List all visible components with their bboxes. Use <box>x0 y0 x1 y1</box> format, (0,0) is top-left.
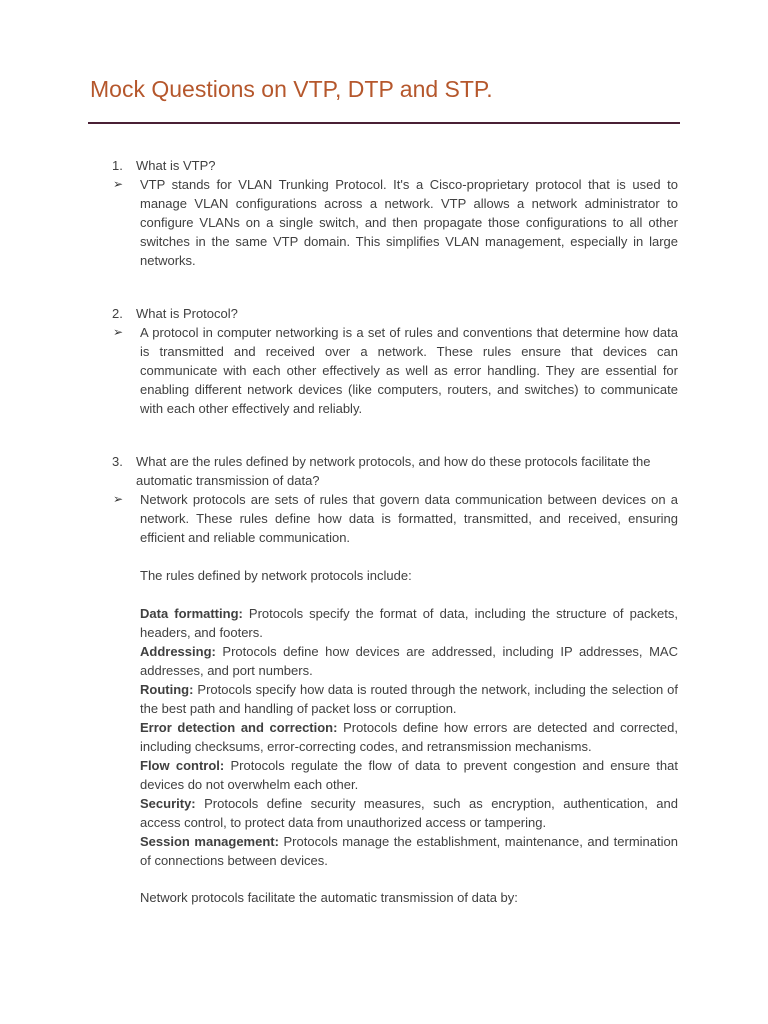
rule-term: Error detection and correction: <box>140 720 338 735</box>
question-number: 3. <box>112 454 123 469</box>
question-number: 2. <box>112 306 123 321</box>
rule-term: Routing: <box>140 682 194 697</box>
question-2 <box>112 304 678 323</box>
rule-item <box>140 756 678 794</box>
answer-2 <box>113 323 678 418</box>
answer-1 <box>113 175 678 270</box>
answer-3 <box>113 490 678 547</box>
answer-text: Network protocols are sets of rules that govern data communication between devices on a network. These rules define how data is formatted, transmitted, and received, ensuring efficient and reliable communication. <box>140 492 678 545</box>
answer-text: A protocol in computer networking is a set of rules and conventions that determine how data is transmitted and received over a network. These rules ensure that devices can communicate with each other effectively as well as error handling. They are essential for enabling different network devices (like computers, routers, and switches) to communicate with each other effectively and reliably. <box>140 325 678 416</box>
arrowhead-bullet-icon: ➢ <box>113 325 124 339</box>
rule-item <box>140 794 678 832</box>
rule-description: Protocols define how errors are detected and corrected, including checksums, error-correcting codes, and retransmission mechanisms. <box>140 720 678 754</box>
question-text: What is VTP? <box>136 158 216 173</box>
rule-description: Protocols specify how data is routed through the network, including the selection of the best path and handling of packet loss or corruption. <box>140 682 678 716</box>
rule-term: Flow control: <box>140 758 225 773</box>
question-number: 1. <box>112 158 123 173</box>
rule-term: Addressing: <box>140 644 216 659</box>
rule-item <box>140 642 678 680</box>
rule-description: Protocols define how devices are addressed, including IP addresses, MAC addresses, and port numbers. <box>140 644 678 678</box>
rule-term: Security: <box>140 796 196 811</box>
arrowhead-bullet-icon: ➢ <box>113 177 124 191</box>
rule-description: Protocols manage the establishment, maintenance, and termination of connections between devices. <box>140 834 678 868</box>
rule-description: Protocols regulate the flow of data to prevent congestion and ensure that devices do not overwhelm each other. <box>140 758 678 792</box>
rules-list <box>140 604 678 870</box>
question-text: What is Protocol? <box>136 306 238 321</box>
rule-term: Data formatting: <box>140 606 243 621</box>
answer-text: VTP stands for VLAN Trunking Protocol. It's a Cisco-proprietary protocol that is used to manage VLAN configurations across a network. VTP allows a network administrator to configure VLANs on a single switch, and then propagate those configurations to all other switches in the same VTP domain. This simplifies VLAN management, especially in large networks. <box>140 177 678 268</box>
document-title: Mock Questions on VTP, DTP and STP. <box>90 76 493 102</box>
rule-term: Session management: <box>140 834 279 849</box>
arrowhead-bullet-icon: ➢ <box>113 492 124 506</box>
rules-intro: The rules defined by network protocols include: <box>140 568 412 583</box>
question-text: What are the rules defined by network protocols, and how do these protocols facilitate the automatic transmission of data? <box>136 454 651 488</box>
rule-item <box>140 718 678 756</box>
title-divider <box>88 122 680 124</box>
rule-description: Protocols define security measures, such as encryption, authentication, and access control, to protect data from unauthorized access or tampering. <box>140 796 678 830</box>
rule-item <box>140 604 678 642</box>
question-3 <box>112 452 678 490</box>
closing-statement: Network protocols facilitate the automatic transmission of data by: <box>140 890 518 905</box>
rule-item <box>140 832 678 870</box>
rule-item <box>140 680 678 718</box>
question-1 <box>112 156 678 175</box>
rule-description: Protocols specify the format of data, including the structure of packets, headers, and footers. <box>140 606 679 640</box>
